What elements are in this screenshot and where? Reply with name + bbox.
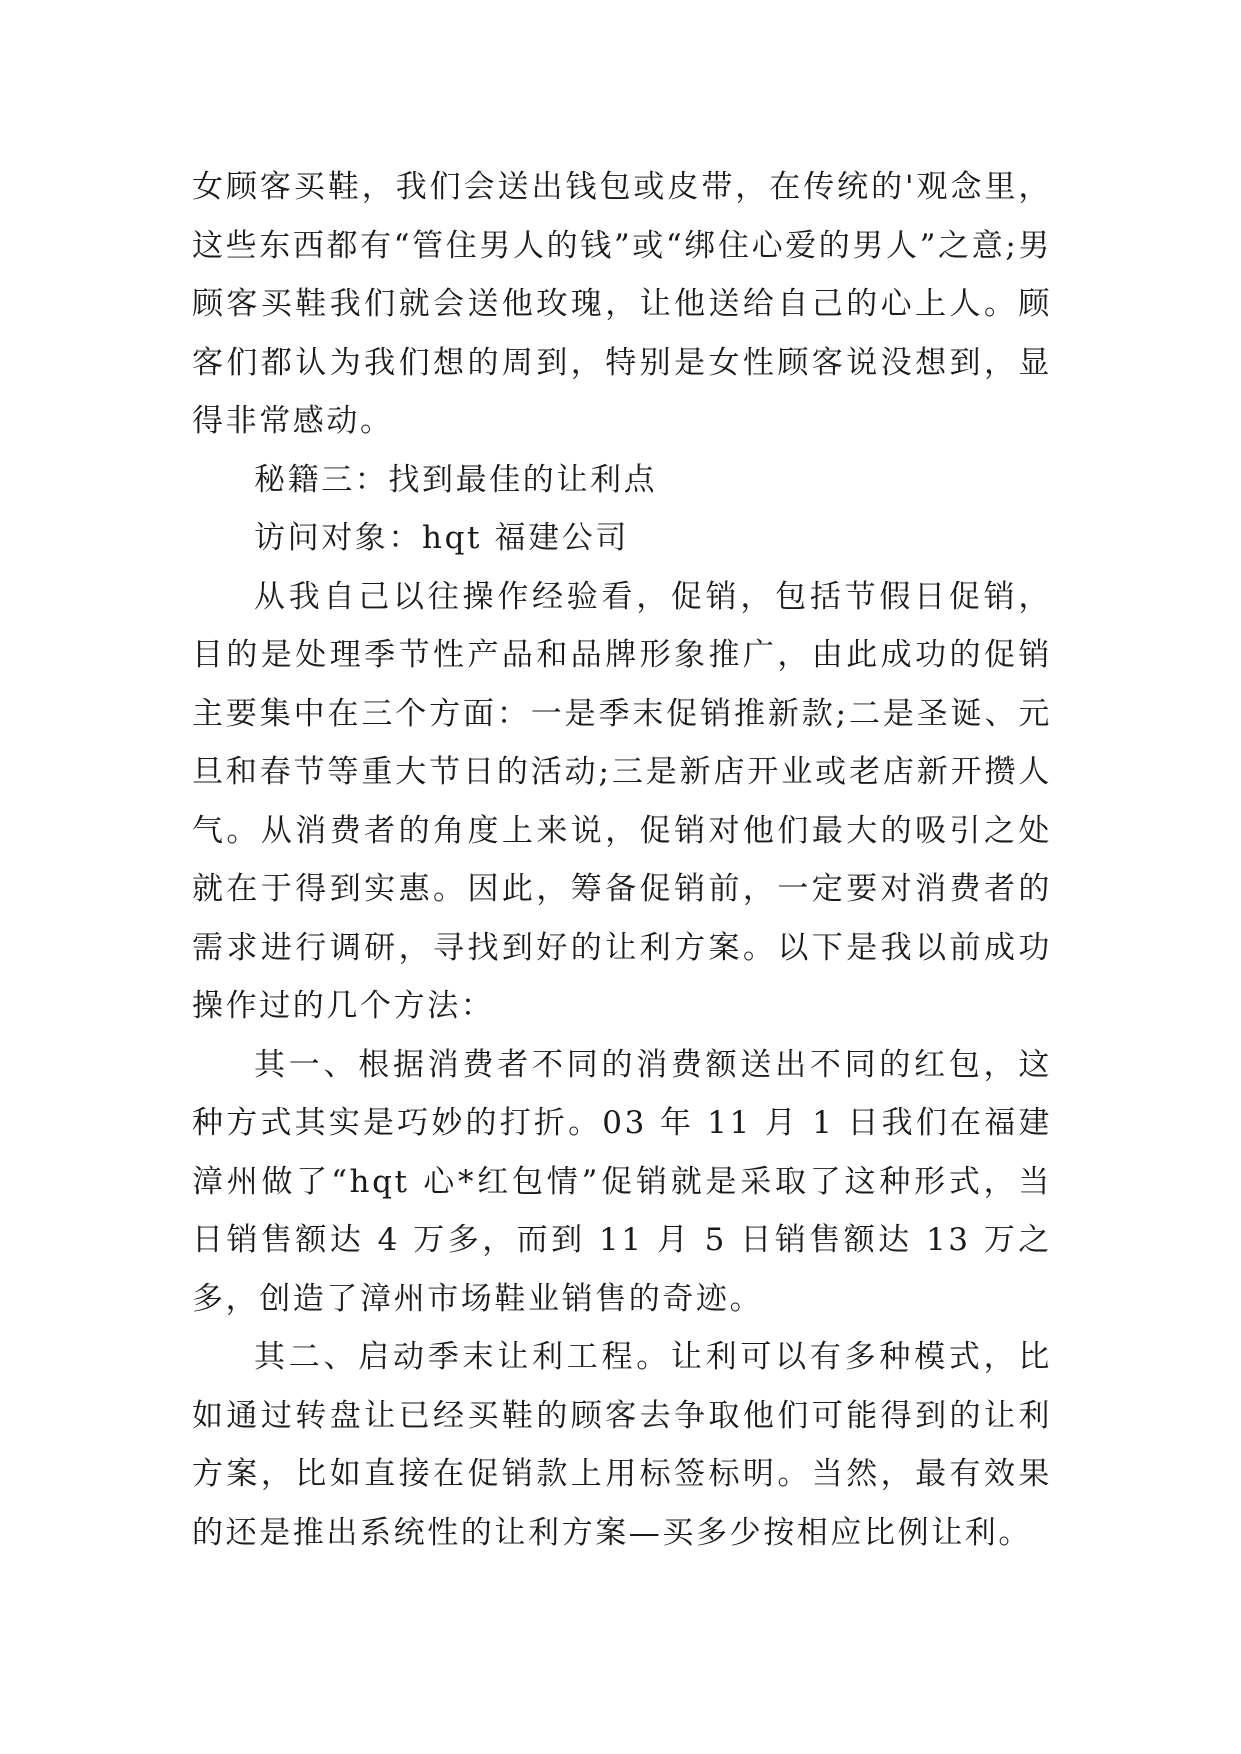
paragraph-gift-continuation: 女顾客买鞋，我们会送出钱包或皮带，在传统的'观念里，这些东西都有“管住男人的钱”或“绑住心爱的男人”之意;男顾客买鞋我们就会送他玫瑰，让他送给自己的心上人。顾客们都认为我们想的周到，特别是女性顾客说没想到，显得非常感动。 (192, 169, 1052, 439)
paragraph-method-two: 其二、启动季末让利工程。让利可以有多种模式，比如通过转盘让已经买鞋的顾客去争取他们可能得到的让利方案，比如直接在促销款上用标签标明。当然，最有效果的还是推出系统性的让利方案—买多少按相应比例让利。 (192, 1339, 1052, 1551)
paragraph-method-one: 其一、根据消费者不同的消费额送出不同的红包，这种方式其实是巧妙的打折。03 年 11 月 1 日我们在福建漳州做了“hqt 心*红包情”促销就是采取了这种形式，当日销售额达 4 万多，而到 11 月 5 日销售额达 13 万之多，创造了漳州市场鞋业销售的奇迹。 (192, 1046, 1052, 1317)
paragraph-promotion-experience: 从我自己以往操作经验看，促销，包括节假日促销，目的是处理季节性产品和品牌形象推广，由此成功的促销主要集中在三个方面：一是季末促销推新款;二是圣诞、元旦和春节等重大节日的活动;三是新店开业或老店新开攒人气。从消费者的角度上来说，促销对他们最大的吸引之处就在于得到实惠。因此，筹备促销前，一定要对消费者的需求进行调研，寻找到好的让利方案。以下是我以前成功操作过的几个方法： (192, 578, 1052, 1024)
interviewee-line: 访问对象：hqt 福建公司 (254, 520, 629, 556)
document-body (192, 158, 1052, 1562)
section-heading-secret-three: 秘籍三：找到最佳的让利点 (254, 461, 658, 498)
